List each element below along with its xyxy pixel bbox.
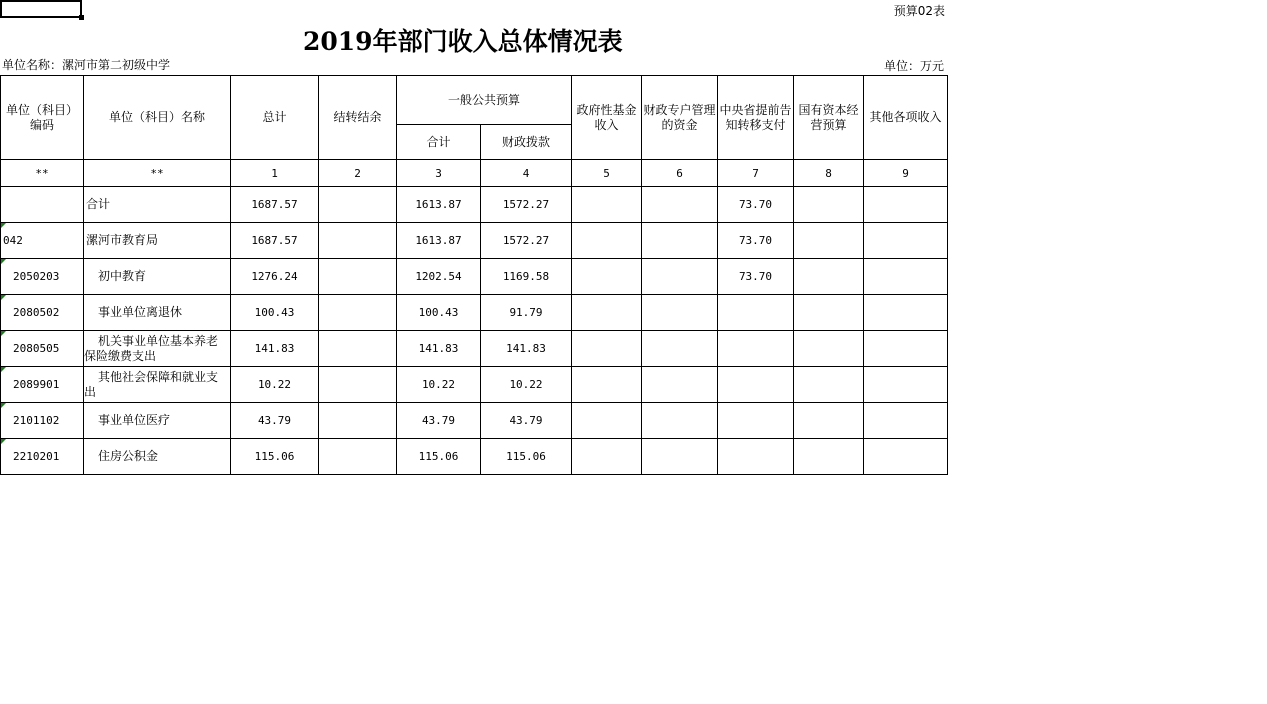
gov-fund-cell[interactable] [572,331,642,367]
header-code[interactable]: 单位（科目）编码 [1,76,84,160]
name-cell[interactable] [84,331,231,367]
header-general-subtotal[interactable]: 合计 [397,125,481,160]
carryover-cell[interactable] [319,187,397,223]
code-cell[interactable]: 042 [1,223,84,259]
transfer-cell[interactable] [718,403,794,439]
header-gov-fund[interactable]: 政府性基金收入 [572,76,642,160]
transfer-cell[interactable] [718,331,794,367]
table-row [1,331,948,367]
header-fiscal-allocation[interactable]: 财政拨款 [481,125,572,160]
table-row [1,439,948,475]
carryover-cell[interactable] [319,295,397,331]
index-cell[interactable]: 3 [397,160,481,187]
code-cell[interactable] [1,187,84,223]
other-cell[interactable] [864,259,948,295]
state-cell[interactable] [794,295,864,331]
gov-fund-cell[interactable] [572,223,642,259]
special-cell[interactable] [642,223,718,259]
general-cell[interactable]: 1202.54 [397,259,481,295]
fiscal-cell[interactable]: 91.79 [481,295,572,331]
general-cell[interactable]: 43.79 [397,403,481,439]
name-line-1: 其他社会保障和就业支 [98,369,219,384]
index-cell[interactable]: 6 [642,160,718,187]
general-cell[interactable]: 10.22 [397,367,481,403]
transfer-cell[interactable] [718,367,794,403]
special-cell[interactable] [642,403,718,439]
state-cell[interactable] [794,187,864,223]
carryover-cell[interactable] [319,439,397,475]
transfer-cell[interactable]: 73.70 [718,259,794,295]
fiscal-cell[interactable]: 141.83 [481,331,572,367]
index-cell[interactable]: ** [1,160,84,187]
special-cell[interactable] [642,331,718,367]
income-table [0,75,948,475]
gov-fund-cell[interactable] [572,187,642,223]
total-cell[interactable]: 100.43 [231,295,319,331]
state-cell[interactable] [794,331,864,367]
other-cell[interactable] [864,367,948,403]
fiscal-cell[interactable]: 43.79 [481,403,572,439]
index-cell[interactable]: ** [84,160,231,187]
special-cell[interactable] [642,367,718,403]
general-cell[interactable]: 100.43 [397,295,481,331]
code-cell[interactable]: 2080505 [1,331,84,367]
name-cell[interactable]: 漯河市教育局 [84,223,231,259]
general-cell[interactable]: 141.83 [397,331,481,367]
index-cell[interactable]: 2 [319,160,397,187]
table-row [1,259,948,295]
index-cell[interactable]: 9 [864,160,948,187]
code-cell[interactable]: 2089901 [1,367,84,403]
carryover-cell[interactable] [319,259,397,295]
other-cell[interactable] [864,439,948,475]
total-cell[interactable]: 115.06 [231,439,319,475]
form-number: 预算02表 [893,4,945,18]
name-line-2: 保险缴费支出 [84,348,157,363]
carryover-cell[interactable] [319,403,397,439]
fiscal-cell[interactable]: 1169.58 [481,259,572,295]
total-cell[interactable]: 10.22 [231,367,319,403]
header-central-transfer[interactable]: 中央省提前告知转移支付 [718,76,794,160]
special-cell[interactable] [642,439,718,475]
general-cell[interactable]: 1613.87 [397,187,481,223]
state-cell[interactable] [794,367,864,403]
total-cell[interactable]: 1687.57 [231,187,319,223]
name-cell[interactable]: 事业单位离退休 [84,295,231,331]
fiscal-cell[interactable]: 1572.27 [481,223,572,259]
general-cell[interactable]: 115.06 [397,439,481,475]
total-cell[interactable]: 43.79 [231,403,319,439]
gov-fund-cell[interactable] [572,295,642,331]
other-cell[interactable] [864,223,948,259]
general-cell[interactable]: 1613.87 [397,223,481,259]
header-name[interactable]: 单位（科目）名称 [84,76,231,160]
header-special-account[interactable]: 财政专户管理的资金 [642,76,718,160]
table-row [1,367,948,403]
code-cell[interactable]: 2101102 [1,403,84,439]
transfer-cell[interactable] [718,439,794,475]
gov-fund-cell[interactable] [572,367,642,403]
state-cell[interactable] [794,403,864,439]
active-cell-selector[interactable] [0,0,82,18]
index-cell[interactable]: 8 [794,160,864,187]
name-line-1: 机关事业单位基本养老 [98,333,219,348]
table-row [1,295,948,331]
carryover-cell[interactable] [319,331,397,367]
fiscal-cell[interactable]: 10.22 [481,367,572,403]
total-cell[interactable]: 1687.57 [231,223,319,259]
state-cell[interactable] [794,259,864,295]
transfer-cell[interactable]: 73.70 [718,187,794,223]
index-cell[interactable]: 5 [572,160,642,187]
header-state-capital[interactable]: 国有资本经营预算 [794,76,864,160]
gov-fund-cell[interactable] [572,439,642,475]
name-cell[interactable]: 合计 [84,187,231,223]
name-cell[interactable]: 事业单位医疗 [84,403,231,439]
header-other-income[interactable]: 其他各项收入 [864,76,948,160]
name-cell[interactable]: 初中教育 [84,259,231,295]
table-row [1,187,948,223]
header-general-budget[interactable]: 一般公共预算 [397,76,572,125]
code-cell[interactable]: 2080502 [1,295,84,331]
total-cell[interactable]: 1276.24 [231,259,319,295]
fiscal-cell[interactable]: 1572.27 [481,187,572,223]
other-cell[interactable] [864,403,948,439]
total-cell[interactable]: 141.83 [231,331,319,367]
special-cell[interactable] [642,259,718,295]
special-cell[interactable] [642,187,718,223]
index-cell[interactable]: 1 [231,160,319,187]
transfer-cell[interactable] [718,295,794,331]
index-cell[interactable]: 7 [718,160,794,187]
name-line-2: 出 [84,384,97,399]
header-total[interactable]: 总计 [231,76,319,160]
other-cell[interactable] [864,331,948,367]
gov-fund-cell[interactable] [572,259,642,295]
name-cell[interactable]: 住房公积金 [84,439,231,475]
index-cell[interactable]: 4 [481,160,572,187]
transfer-cell[interactable]: 73.70 [718,223,794,259]
table-row [1,223,948,259]
state-cell[interactable] [794,439,864,475]
carryover-cell[interactable] [319,367,397,403]
special-cell[interactable] [642,295,718,331]
state-cell[interactable] [794,223,864,259]
code-cell[interactable]: 2050203 [1,259,84,295]
name-cell[interactable] [84,367,231,403]
unit-measure-label: 单位：万元 [884,59,945,73]
other-cell[interactable] [864,187,948,223]
gov-fund-cell[interactable] [572,403,642,439]
carryover-cell[interactable] [319,223,397,259]
page-title: 2019年部门收入总体情况表 [303,27,623,56]
header-carryover[interactable]: 结转结余 [319,76,397,160]
index-row [1,160,948,187]
code-cell[interactable]: 2210201 [1,439,84,475]
fiscal-cell[interactable]: 115.06 [481,439,572,475]
other-cell[interactable] [864,295,948,331]
unit-name-label: 单位名称：漯河市第二初级中学 [2,58,171,72]
table-row [1,403,948,439]
